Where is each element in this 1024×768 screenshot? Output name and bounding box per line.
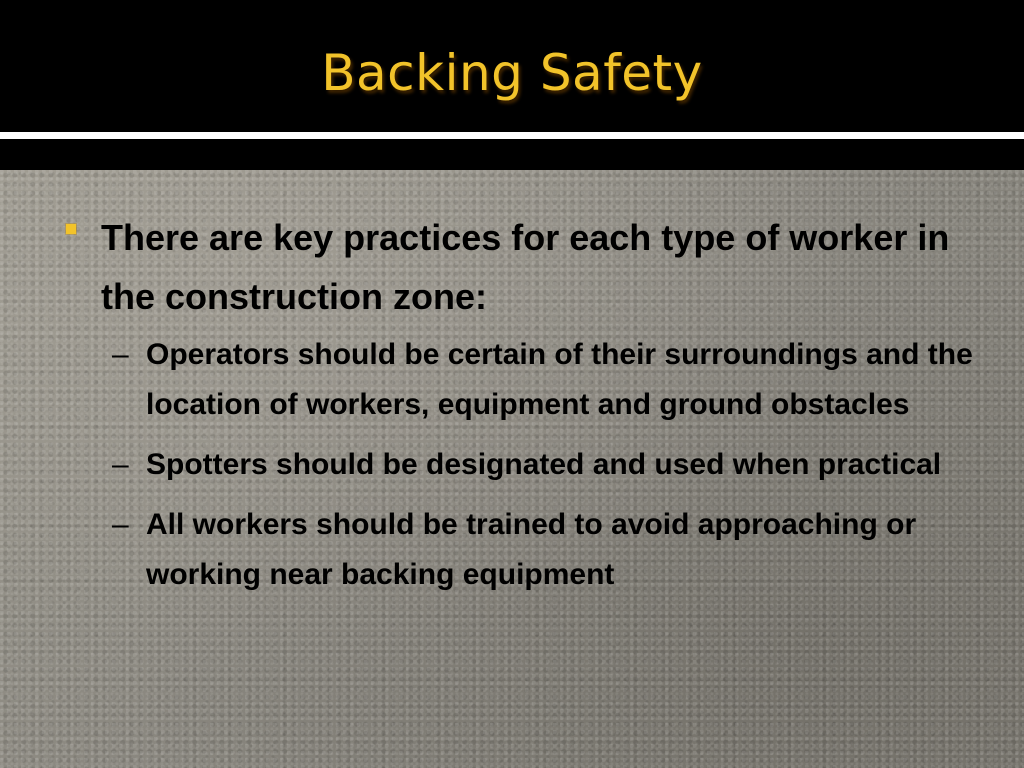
sub-bullet-text: Spotters should be designated and used when practical bbox=[146, 448, 942, 481]
sub-bullet-item bbox=[0, 440, 976, 490]
square-bullet-icon bbox=[66, 224, 76, 234]
dash-bullet-icon: – bbox=[112, 448, 129, 481]
sub-bullet-text: Operators should be certain of their surroundings and the location of workers, equipment and ground obstacles bbox=[146, 338, 973, 421]
slide-title: Backing Safety bbox=[321, 44, 703, 102]
title-divider-white bbox=[0, 132, 1024, 139]
sub-bullet-item bbox=[0, 500, 976, 600]
sub-bullet-text: All workers should be trained to avoid approaching or working near backing equipment bbox=[146, 508, 917, 591]
title-divider-black bbox=[0, 139, 1024, 170]
dash-bullet-icon: – bbox=[112, 338, 129, 371]
main-bullet-text: There are key practices for each type of worker in the construction zone: bbox=[101, 217, 950, 317]
dash-bullet-icon: – bbox=[112, 508, 129, 541]
sub-bullet-list bbox=[0, 330, 1024, 610]
sub-bullet-item bbox=[0, 330, 976, 430]
slide-content bbox=[0, 170, 1024, 768]
title-bar bbox=[0, 0, 1024, 132]
